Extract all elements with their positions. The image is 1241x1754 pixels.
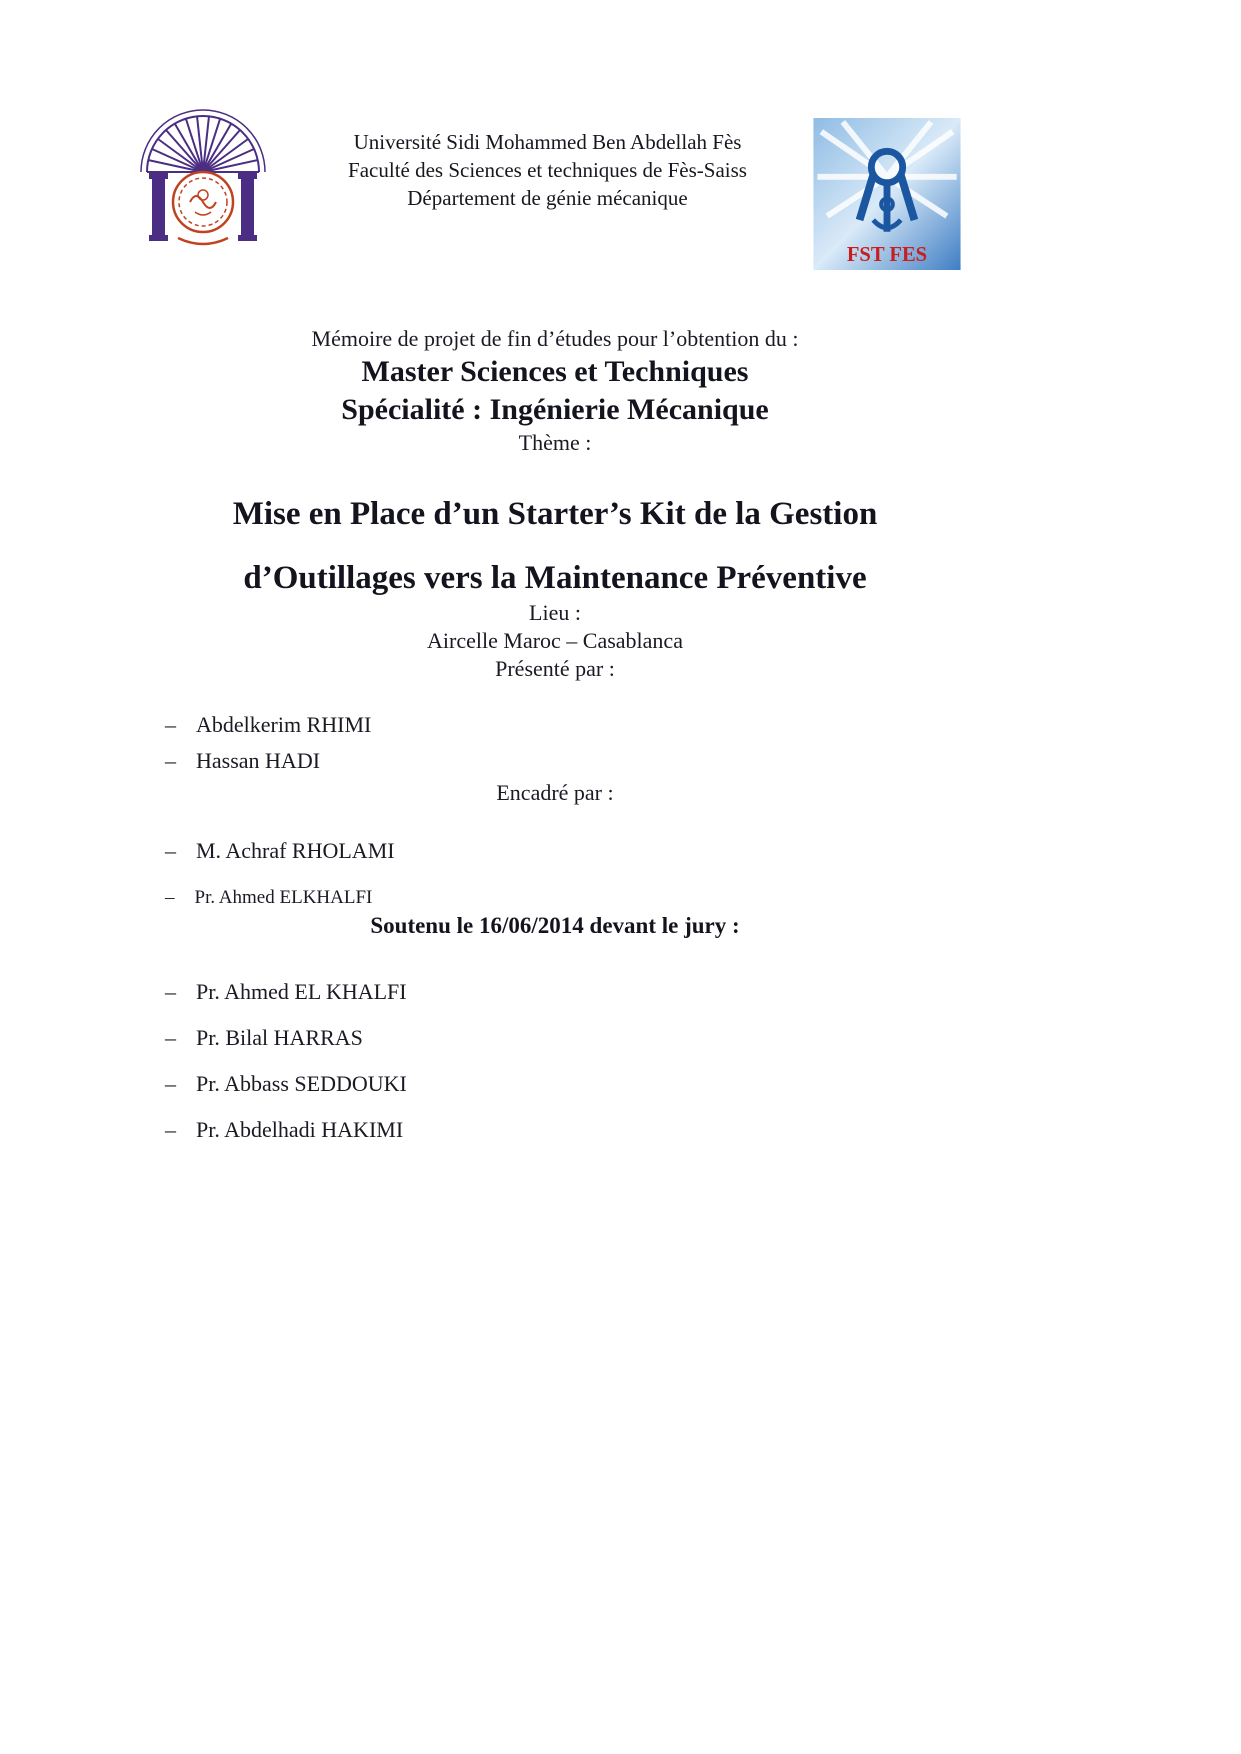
cover-content [140,325,970,1153]
supervisor-item [165,835,970,867]
jury-list [140,969,970,1153]
memoire-intro-line: Mémoire de projet de fin d’études pour l’obtention du : [311,326,799,351]
faculty-name: Faculté des Sciences et techniques de Fès-Saiss [348,158,747,182]
degree-title: Master Sciences et Techniques [361,355,749,388]
supervised-by-label: Encadré par : [496,780,614,805]
dash-bullet: – [165,1025,176,1050]
dash-bullet: – [165,712,176,737]
jury-member-name: Pr. Ahmed EL KHALFI [196,979,407,1004]
jury-member-item [165,1061,970,1107]
supervisor-item [165,885,970,911]
dash-bullet: – [165,748,176,773]
institution-header [270,128,825,212]
supervisor-name: Pr. Ahmed ELKHALFI [194,887,373,908]
university-name: Université Sidi Mohammed Ben Abdellah Fès [353,130,742,154]
university-emblem-logo [138,100,268,250]
dash-bullet: – [165,979,176,1004]
fst-fes-logo [813,118,961,270]
jury-member-item [165,969,970,1015]
specialty-title: Spécialité : Ingénierie Mécanique [341,393,769,426]
place-value: Aircelle Maroc – Casablanca [427,628,683,653]
presenters-list [140,707,970,779]
presenter-item [165,707,970,743]
presented-by-label: Présenté par : [495,656,615,681]
dash-bullet: – [165,1071,176,1096]
jury-member-name: Pr. Abbass SEDDOUKI [196,1071,407,1096]
thesis-title-line1: Mise en Place d’un Starter’s Kit de la Gestion [232,496,878,532]
department-name: Département de génie mécanique [407,186,688,210]
thesis-title-line2: d’Outillages vers la Maintenance Préventive [243,560,867,596]
presenter-item [165,743,970,779]
jury-member-item [165,1015,970,1061]
supervisors-list [140,835,970,911]
jury-member-name: Pr. Bilal HARRAS [196,1025,363,1050]
dash-bullet: – [165,838,176,863]
presenter-name: Abdelkerim RHIMI [196,712,372,737]
defense-date-line: Soutenu le 16/06/2014 devant le jury : [370,913,740,938]
fst-fes-logo-text: FST FES [846,244,928,267]
place-label: Lieu : [529,600,581,625]
presenter-name: Hassan HADI [196,748,321,773]
dash-bullet: – [165,1117,176,1142]
theme-label: Thème : [518,430,592,455]
dash-bullet: – [165,887,175,908]
supervisor-name: M. Achraf RHOLAMI [196,838,395,863]
jury-member-item [165,1107,970,1153]
jury-member-name: Pr. Abdelhadi HAKIMI [196,1117,404,1142]
